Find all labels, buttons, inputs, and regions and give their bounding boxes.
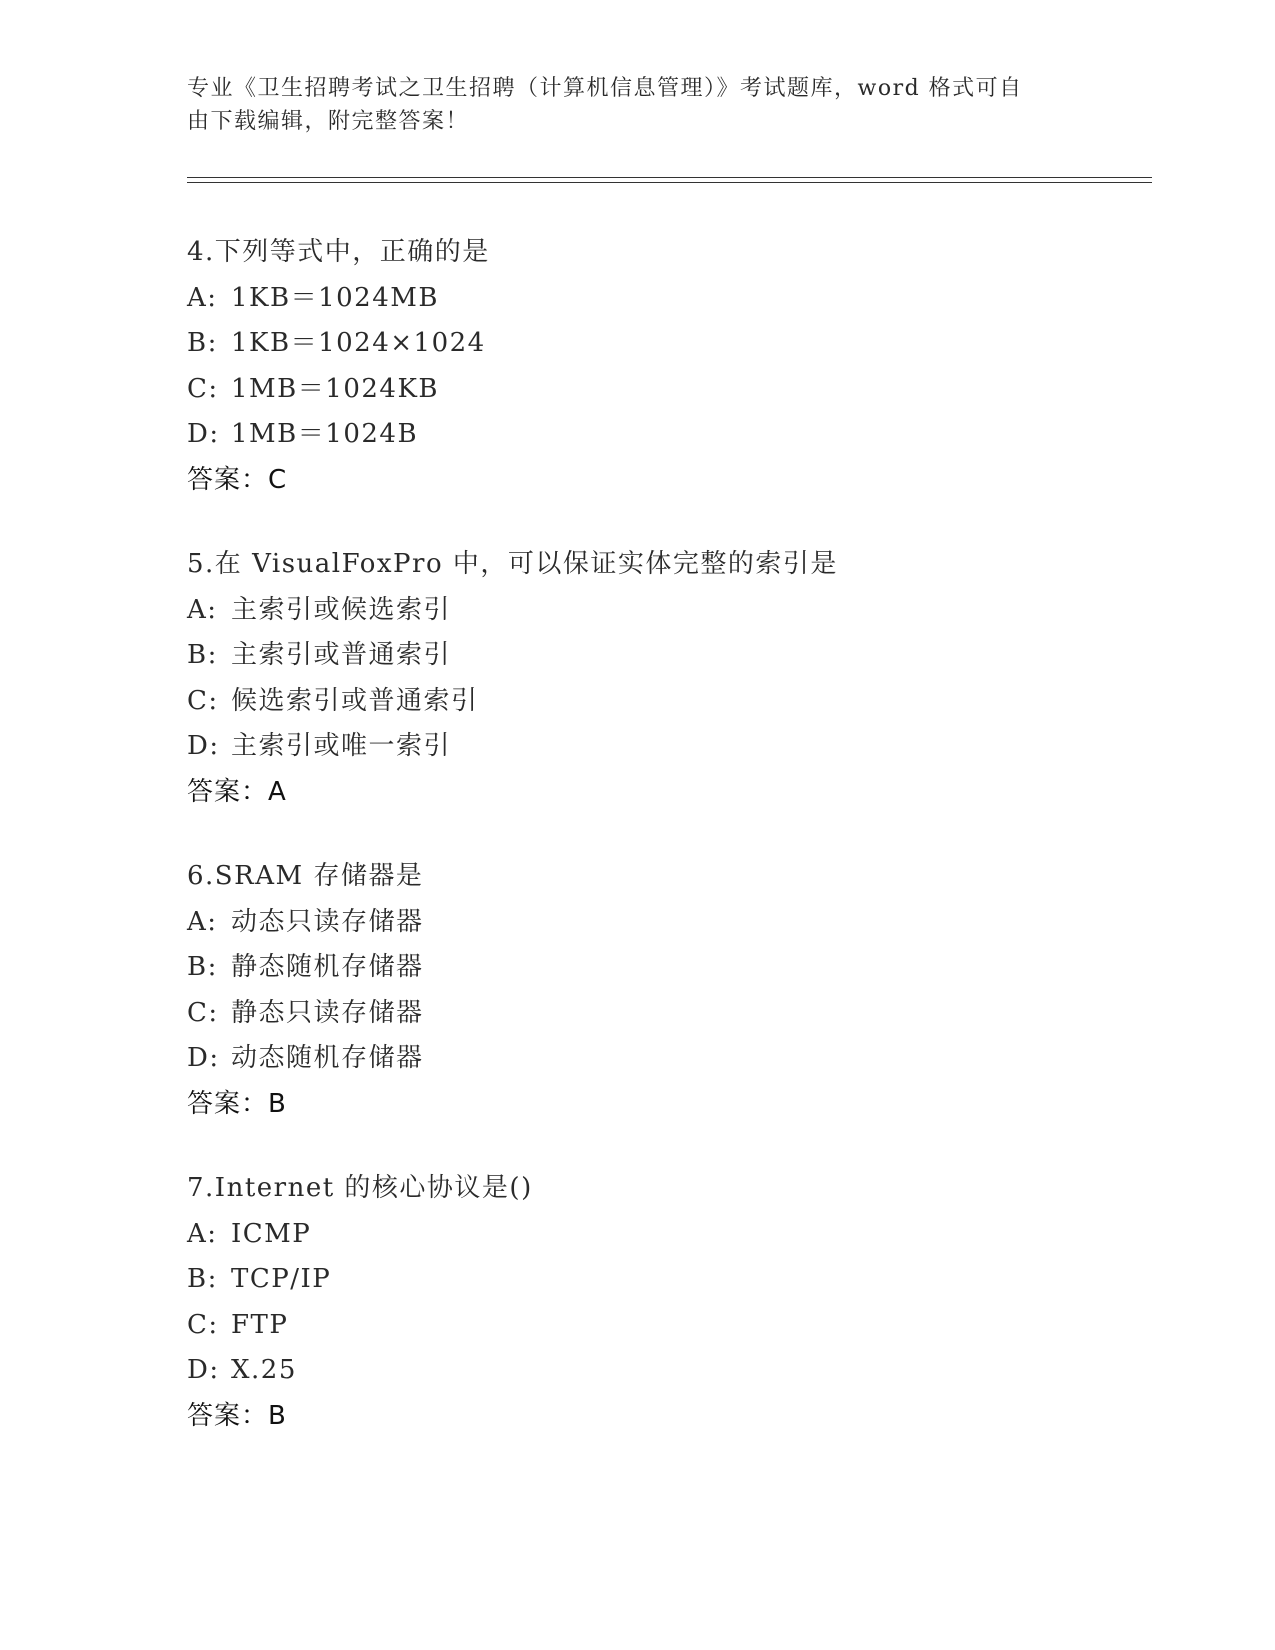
option-text: 主索引或普通索引 (231, 640, 452, 670)
option-letter: D: (187, 1355, 220, 1385)
option-text: 1KB＝1024×1024 (231, 328, 486, 358)
option-a (187, 900, 1137, 946)
option-text: 主索引或唯一索引 (231, 731, 452, 761)
option-c (187, 991, 1137, 1037)
option-a (187, 276, 1137, 322)
question-7 (187, 1166, 1137, 1439)
answer-line: 答案：B (187, 1400, 287, 1431)
option-text: 1MB＝1024B (231, 419, 419, 449)
question-text: 5.在 VisualFoxPro 中，可以保证实体完整的索引是 (187, 549, 838, 579)
option-d (187, 412, 1137, 458)
option-letter: B: (187, 952, 218, 982)
header-divider-top (187, 177, 1152, 178)
option-a (187, 588, 1137, 634)
header-line-2: 由下载编辑，附完整答案！ (187, 109, 470, 134)
option-a (187, 1212, 1137, 1258)
option-text: 主索引或候选索引 (231, 594, 452, 625)
header-divider-bottom (187, 182, 1152, 183)
option-letter: B: (187, 640, 218, 670)
question-5 (187, 542, 1137, 815)
option-text: 1KB＝1024MB (231, 282, 439, 313)
option-b (187, 321, 1137, 367)
option-text: 动态随机存储器 (231, 1043, 424, 1073)
option-c (187, 1303, 1137, 1349)
option-d (187, 1036, 1137, 1082)
option-letter: B: (187, 328, 218, 358)
question-text: 6.SRAM 存储器是 (187, 861, 424, 891)
answer-line: 答案：B (187, 1088, 287, 1119)
option-c (187, 679, 1137, 725)
question-6 (187, 854, 1137, 1127)
option-letter: A: (187, 282, 218, 313)
option-text: 1MB＝1024KB (231, 373, 439, 404)
answer-line: 答案：A (187, 776, 287, 807)
option-letter: A: (187, 1218, 218, 1249)
option-text: 静态只读存储器 (231, 997, 424, 1028)
option-letter: A: (187, 906, 218, 937)
option-text: ICMP (231, 1218, 312, 1249)
option-text: TCP/IP (231, 1264, 332, 1294)
option-letter: D: (187, 1043, 220, 1073)
option-text: 静态随机存储器 (231, 952, 424, 982)
option-text: FTP (231, 1309, 289, 1340)
option-letter: B: (187, 1264, 218, 1294)
question-text: 4.下列等式中，正确的是 (187, 237, 490, 267)
question-list (187, 230, 1137, 1478)
option-letter: A: (187, 594, 218, 625)
option-text: 候选索引或普通索引 (231, 685, 479, 716)
option-letter: D: (187, 419, 220, 449)
option-b (187, 633, 1137, 679)
question-4 (187, 230, 1137, 503)
answer-line: 答案：C (187, 464, 288, 495)
option-text: 动态只读存储器 (231, 906, 424, 937)
question-text: 7.Internet 的核心协议是() (187, 1173, 533, 1203)
option-letter: D: (187, 731, 220, 761)
option-letter: C: (187, 997, 219, 1028)
option-letter: C: (187, 685, 219, 716)
option-d (187, 724, 1137, 770)
option-b (187, 945, 1137, 991)
header-line-1: 专业《卫生招聘考试之卫生招聘（计算机信息管理）》考试题库，word 格式可自 (187, 76, 1023, 101)
option-d (187, 1348, 1137, 1394)
document-header (187, 72, 1087, 138)
option-letter: C: (187, 373, 219, 404)
option-letter: C: (187, 1309, 219, 1340)
option-b (187, 1257, 1137, 1303)
option-c (187, 367, 1137, 413)
option-text: X.25 (231, 1355, 297, 1385)
